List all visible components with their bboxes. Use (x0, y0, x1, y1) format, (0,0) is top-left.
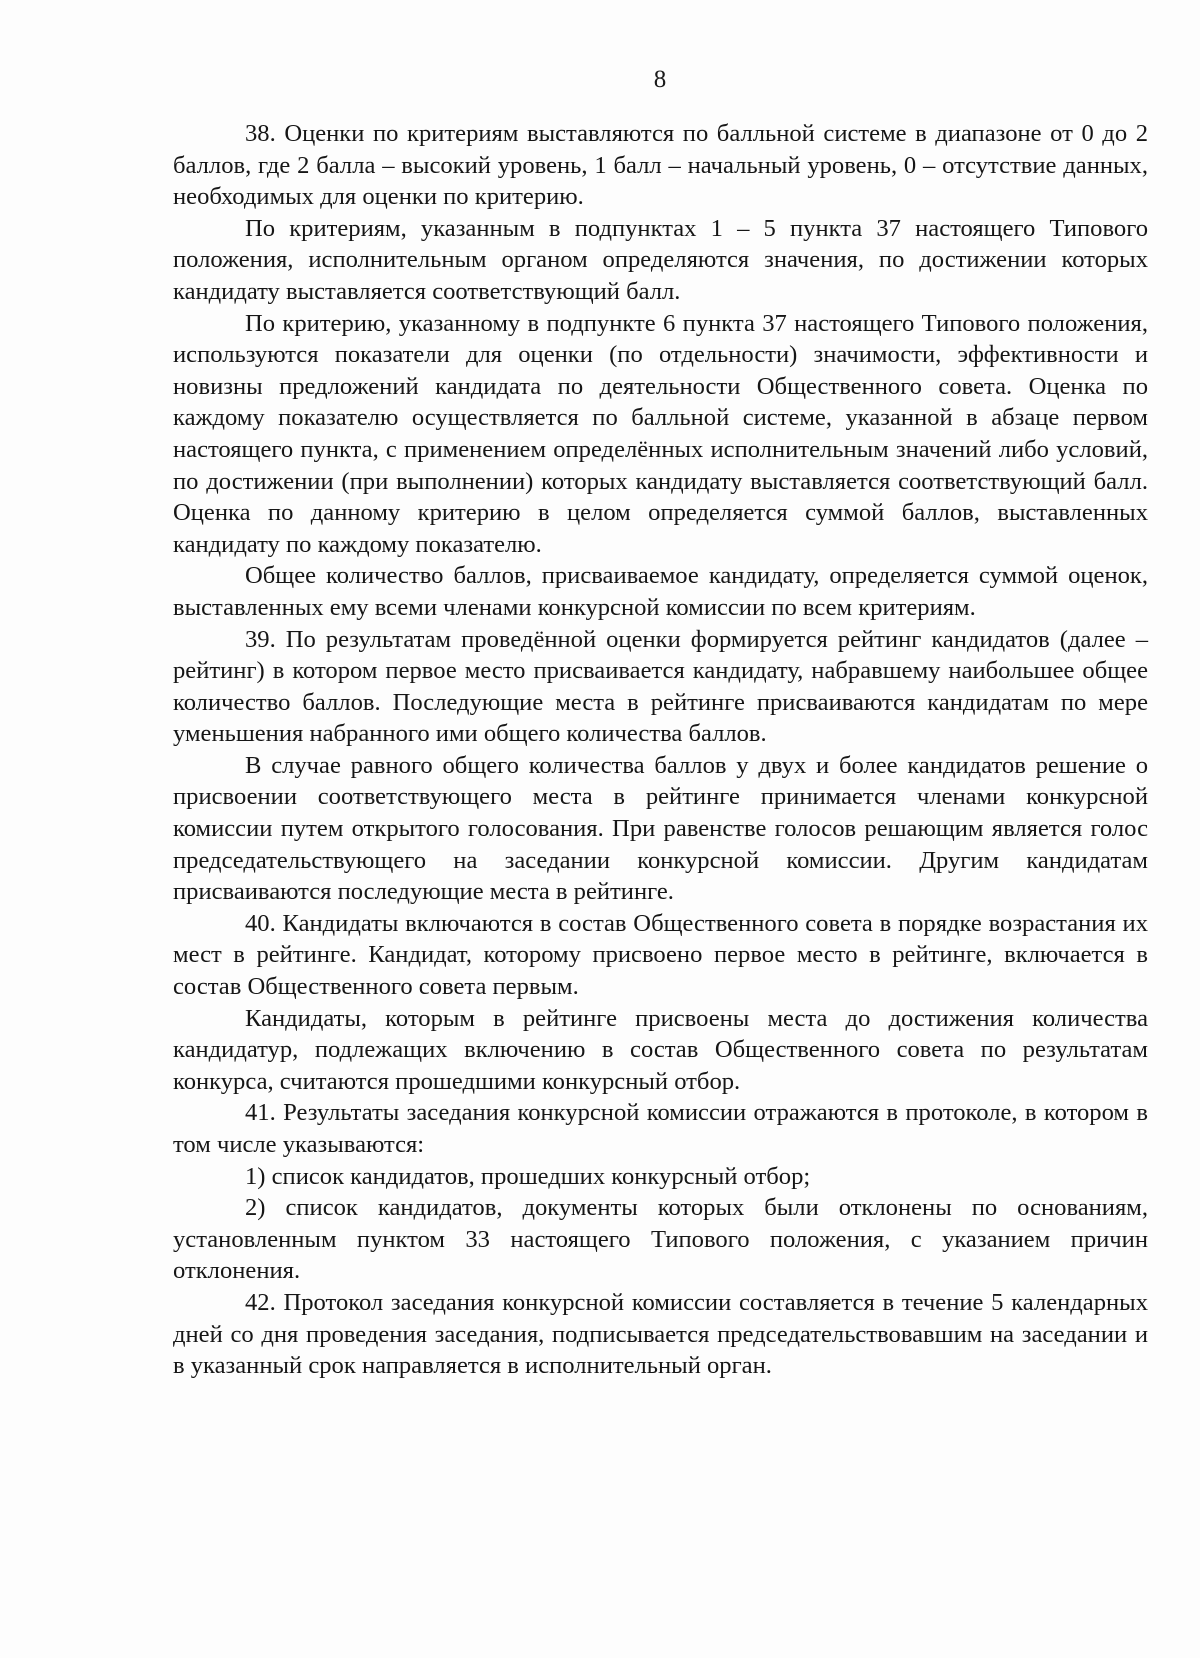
page-number: 8 (653, 66, 667, 93)
paragraph-40: 40. Кандидаты включаются в состав Общественного совета в порядке возрастания их мест в рейтинге. Кандидат, которому присвоено первое место в рейтинге, включается в состав Общественного совета первым. (173, 909, 1148, 1001)
paragraph-41-item-2: 2) список кандидатов, документы которых были отклонены по основаниям, установленным пунктом 33 настоящего Типового положения, с указанием причин отклонения. (173, 1194, 1148, 1285)
paragraph-38-total-score: Общее количество баллов, присваиваемое кандидату, определяется суммой оценок, выставленных ему всеми членами конкурсной комиссии по всем критериям. (173, 562, 1148, 621)
paragraph-38-criteria-1-5: По критериям, указанным в подпунктах 1 – 5 пункта 37 настоящего Типового положения, исполнительным органом определяются значения, по достижении которых кандидату выставляется соответствующий балл. (173, 214, 1148, 305)
paragraph-38-criterion-6: По критерию, указанному в подпункте 6 пункта 37 настоящего Типового положения, используются показатели для оценки (по отдельности) значимости, эффективности и новизны предложений кандидата по деятельности Общественного совета. Оценка по каждому показателю осуществляется по балльной системе, указанной в абзаце первом настоящего пункта, с применением определённых исполнительным значений либо условий, по достижении (при выполнении) которых кандидату выставляется соответствующий балл. Оценка по данному критерию в целом определяется суммой баллов, выставленных кандидату по каждому показателю. (173, 309, 1148, 558)
paragraph-42: 42. Протокол заседания конкурсной комиссии составляется в течение 5 календарных дней со дня проведения заседания, подписывается председательствовавшим на заседании и в указанный срок направляется в исполнительный орган. (173, 1288, 1148, 1380)
paragraph-39-equal-score: В случае равного общего количества баллов у двух и более кандидатов решение о присвоении соответствующего места в рейтинге принимается членами конкурсной комиссии путем открытого голосования. При равенстве голосов решающим является голос председательствующего на заседании конкурсной комиссии. Другим кандидатам присваиваются последующие места в рейтинге. (173, 751, 1148, 906)
document-body (173, 118, 1148, 1382)
paragraph-39: 39. По результатам проведённой оценки формируется рейтинг кандидатов (далее – рейтинг) в котором первое место присваивается кандидату, набравшему наибольшее общее количество баллов. Последующие места в рейтинге присваиваются кандидатам по мере уменьшения набранного ими общего количества баллов. (173, 625, 1148, 748)
paragraph-41-item-1: 1) список кандидатов, прошедших конкурсный отбор; (245, 1162, 811, 1190)
paragraph-38: 38. Оценки по критериям выставляются по балльной системе в диапазоне от 0 до 2 баллов, где 2 балла – высокий уровень, 1 балл – начальный уровень, 0 – отсутствие данных, необходимых для оценки по критерию. (173, 120, 1148, 211)
paragraph-40-passed: Кандидаты, которым в рейтинге присвоены места до достижения количества кандидатур, подлежащих включению в состав Общественного совета по результатам конкурса, считаются прошедшими конкурсный отбор. (173, 1004, 1148, 1095)
paragraph-41: 41. Результаты заседания конкурсной комиссии отражаются в протоколе, в котором в том числе указываются: (173, 1099, 1148, 1158)
